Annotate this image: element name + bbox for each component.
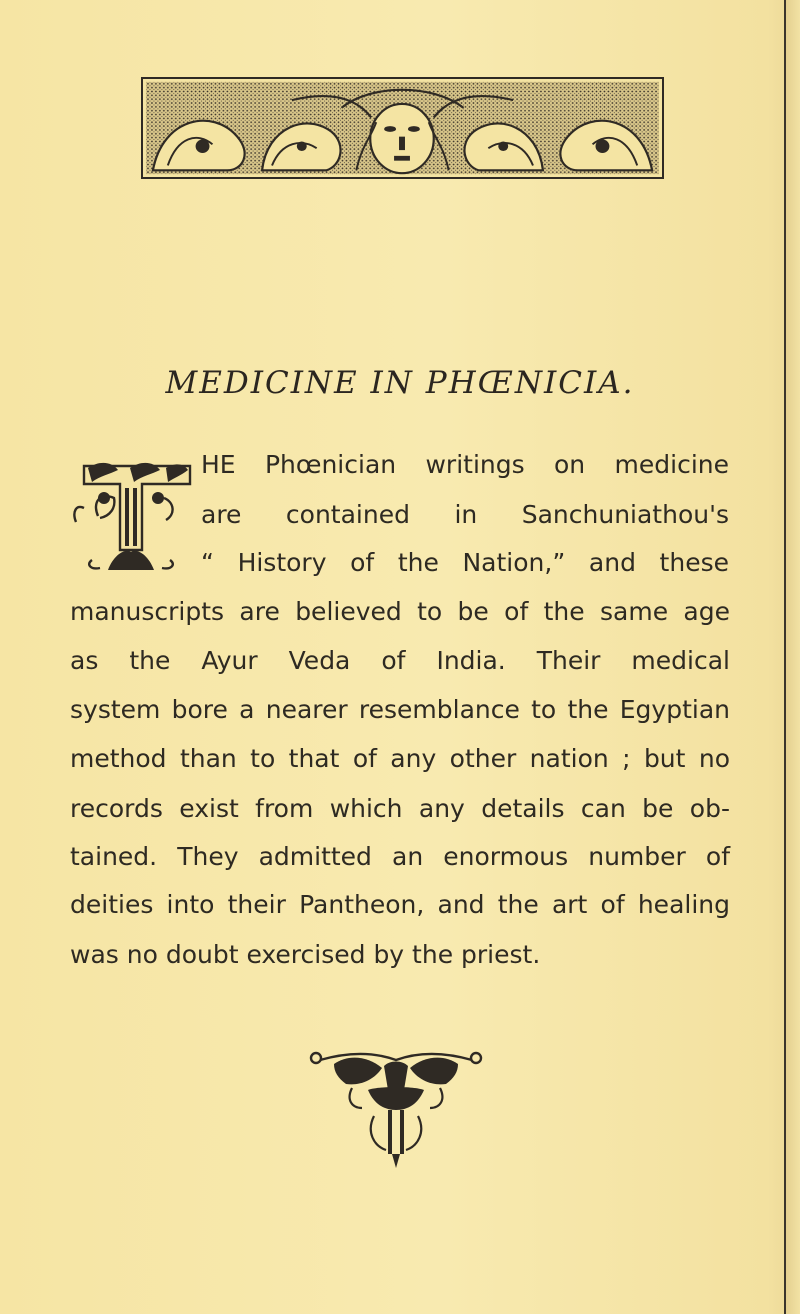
text-line-4: manuscripts are believed to be of the same age	[70, 597, 730, 626]
drop-cap-initial	[70, 458, 196, 574]
foliate-mask-headpiece-icon	[143, 79, 662, 177]
text-line-7: method than to that of any other nation ; but no	[70, 744, 730, 773]
page-edge-line	[784, 0, 786, 1314]
text-line-9: tained. They admitted an enormous number of	[70, 842, 730, 871]
text-line-8: records exist from which any details can be ob-	[70, 794, 730, 823]
text-line-2: are contained in Sanchuniathou's	[201, 500, 729, 529]
ornamental-headpiece	[141, 77, 664, 179]
ornamental-tailpiece	[308, 1046, 484, 1170]
text-line-6: system bore a nearer resemblance to the Egyptian	[70, 695, 730, 724]
text-line-3: “ History of the Nation,” and these	[201, 548, 729, 577]
page-edge-shadow	[786, 0, 800, 1314]
text-line-11: was no doubt exercised by the priest.	[70, 940, 541, 969]
ornamental-initial-T-icon	[70, 458, 196, 574]
text-line-5: as the Ayur Veda of India. Their medical	[70, 646, 730, 675]
text-line-10: deities into their Pantheon, and the art of healing	[70, 890, 730, 919]
foliate-tailpiece-icon	[308, 1046, 484, 1170]
chapter-title: MEDICINE IN PHŒNICIA.	[165, 365, 635, 401]
text-line-1: HE Phœnician writings on medicine	[201, 450, 729, 479]
